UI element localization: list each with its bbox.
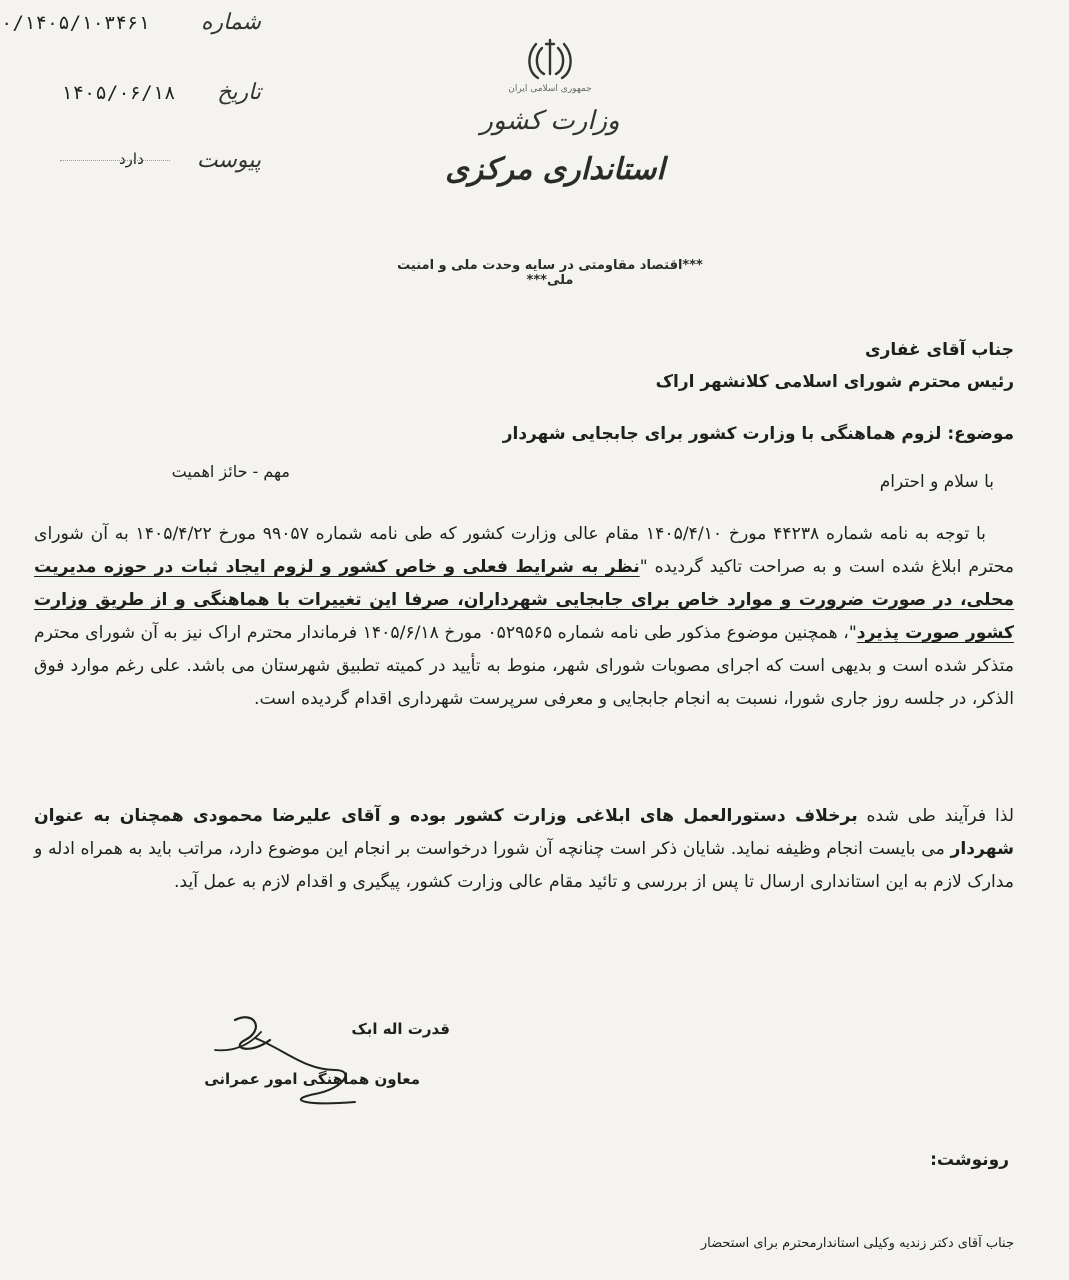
body-paragraph-2 (34, 800, 1014, 899)
addressee-title: رئیس محترم شورای اسلامی کلانشهر اراک (655, 372, 1014, 392)
number-value: ۰/۱۴۰۵/۱۰۳۴۶۱ (1, 12, 150, 34)
attachment-value: دارد (119, 150, 144, 168)
signatory-name: قدرت اله ابک (351, 1020, 450, 1038)
number-row (1, 10, 261, 50)
addressee (414, 340, 1014, 404)
p1-text-start: با توجه به نامه شماره ۴۴۲۳۸ مورخ ۱۴۰۵/۴/۱۰ مقام عالی وزارت کشور که طی نامه شماره ۹۹۰۵۷ مورخ ۱۴۰۵/۴/۲۲ به آن شورای محترم ابلاغ شده است و به صراحت تاکید گردیده " (34, 524, 1014, 577)
p1-emphasis: نظر به شرایط فعلی و خاص کشور و لزوم ایجاد ثبات در حوزه مدیریت محلی، در صورت ضرورت و موارد خاص برای جابجایی شهرداران، صرفا این تغییرات با هماهنگی و از طریق وزارت کشور صورت پذیرد (34, 557, 1014, 643)
p2-text-end: می بایست انجام وظیفه نماید. شایان ذکر است چنانچه آن شورا درخواست بر انجام این موضوع دارد، مراتب باید به همراه ادله و مدارک لازم به این استانداری ارسال تا پس از بررسی و تائید مقام عالی وزارت کشور، پیگیری و اقدام لازم به عمل آید. (34, 839, 1014, 892)
priority-note: مهم - حائز اهمیت (171, 462, 290, 481)
date-label: تاریخ (217, 80, 261, 105)
date-row (1, 80, 261, 120)
p1-text-end: "، همچنین موضوع مذکور طی نامه شماره ۰۵۲۹۵۶۵ مورخ ۱۴۰۵/۶/۱۸ فرماندار محترم اراک نیز به آن شورای محترم متذکر شده است و بدیهی است که اجرای مصوبات شورای شهر، منوط به تأیید در کمیته تطبیق شهرستان می باشد. علی رغم موارد فوق الذکر، در جلسه روز جاری شورا، نسبت به انجام جابجایی و معرفی سرپرست شهرداری اقدام گردیده است. (34, 623, 1014, 709)
date-value: ۱۴۰۵/۰۶/۱۸ (61, 82, 176, 104)
slogan: ***اقتصاد مقاومتی در سایه وحدت ملی و امنیت ملی*** (397, 258, 703, 288)
ministry-small-text: جمهوری اسلامی ایران (508, 84, 592, 94)
iran-emblem-icon (520, 30, 580, 90)
office-name: استانداری مرکزی (445, 152, 665, 187)
p2-emphasis: برخلاف دستورالعمل های ابلاغی وزارت کشور بوده و آقای علیرضا محمودی همچنان به عنوان شهردار (34, 806, 1014, 859)
signatory-title: معاون هماهنگی امور عمرانی (204, 1070, 420, 1088)
cc-recipient: جناب آقای دکتر زندیه وکیلی استاندارمحترم برای استحضار (700, 1236, 1014, 1251)
ministry-name: وزارت کشور (480, 106, 620, 136)
greeting: با سلام و احترام (879, 472, 994, 492)
number-label: شماره (200, 10, 261, 35)
letter-subject: موضوع: لزوم هماهنگی با وزارت کشور برای جابجایی شهردار (502, 424, 1014, 444)
p2-text-start: لذا فرآیند طی شده (857, 806, 1014, 826)
attachment-row (1, 148, 261, 188)
attachment-underline (60, 160, 170, 161)
attachment-label: پیوست (196, 148, 261, 173)
addressee-name: جناب آقای غفاری (864, 340, 1014, 360)
body-paragraph-1 (34, 518, 1014, 716)
copies-label: رونوشت: (930, 1150, 1009, 1170)
